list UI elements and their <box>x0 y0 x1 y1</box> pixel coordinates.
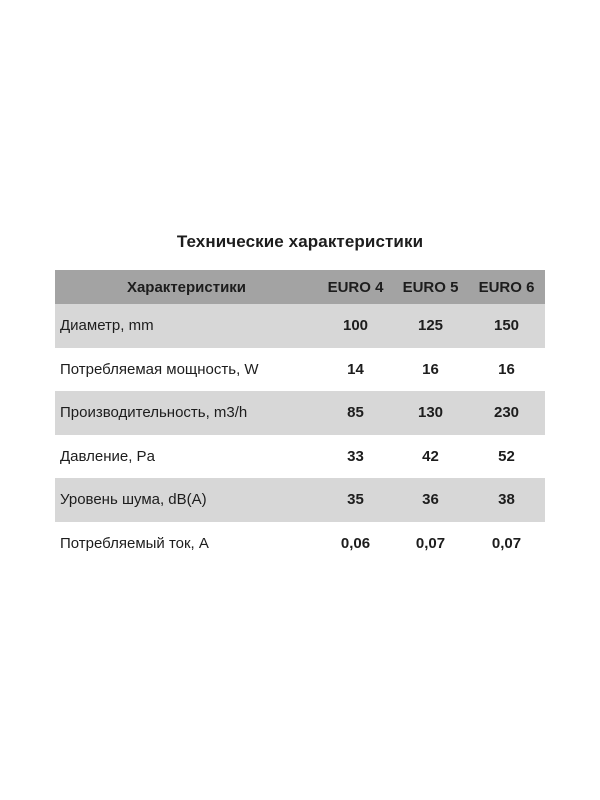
row-label: Давление, Pa <box>60 447 155 465</box>
header-model-euro-4: EURO 4 <box>327 278 384 296</box>
row-label: Потребляемый ток, A <box>60 534 209 552</box>
header-model-euro-5: EURO 5 <box>402 278 459 296</box>
row-value: 230 <box>493 404 520 422</box>
row-value: 85 <box>347 404 364 422</box>
table-row <box>55 348 545 392</box>
row-value: 100 <box>342 317 369 335</box>
table-row <box>55 435 545 479</box>
row-label: Уровень шума, dB(A) <box>60 491 207 509</box>
table-row <box>55 304 545 348</box>
row-value: 125 <box>417 317 444 335</box>
row-value: 36 <box>422 491 439 509</box>
row-value: 0,07 <box>415 534 446 552</box>
specifications-table <box>55 270 545 565</box>
row-label: Потребляемая мощность, W <box>60 360 259 378</box>
row-value: 35 <box>347 491 364 509</box>
row-value: 0,06 <box>340 534 371 552</box>
row-value: 14 <box>347 360 364 378</box>
table-row <box>55 478 545 522</box>
row-value: 16 <box>498 360 515 378</box>
table-row <box>55 391 545 435</box>
page-title: Технические характеристики <box>176 232 424 251</box>
header-label: Характеристики <box>126 278 247 296</box>
row-value: 16 <box>422 360 439 378</box>
row-label: Производительность, m3/h <box>60 404 248 422</box>
table-header-row <box>55 270 545 304</box>
row-value: 0,07 <box>491 534 522 552</box>
header-model-euro-6: EURO 6 <box>478 278 535 296</box>
row-value: 42 <box>422 447 439 465</box>
row-value: 150 <box>493 317 520 335</box>
table-row <box>55 522 545 566</box>
row-value: 33 <box>347 447 364 465</box>
row-label: Диаметр, mm <box>60 317 154 335</box>
row-value: 52 <box>498 447 515 465</box>
row-value: 38 <box>498 491 515 509</box>
row-value: 130 <box>417 404 444 422</box>
